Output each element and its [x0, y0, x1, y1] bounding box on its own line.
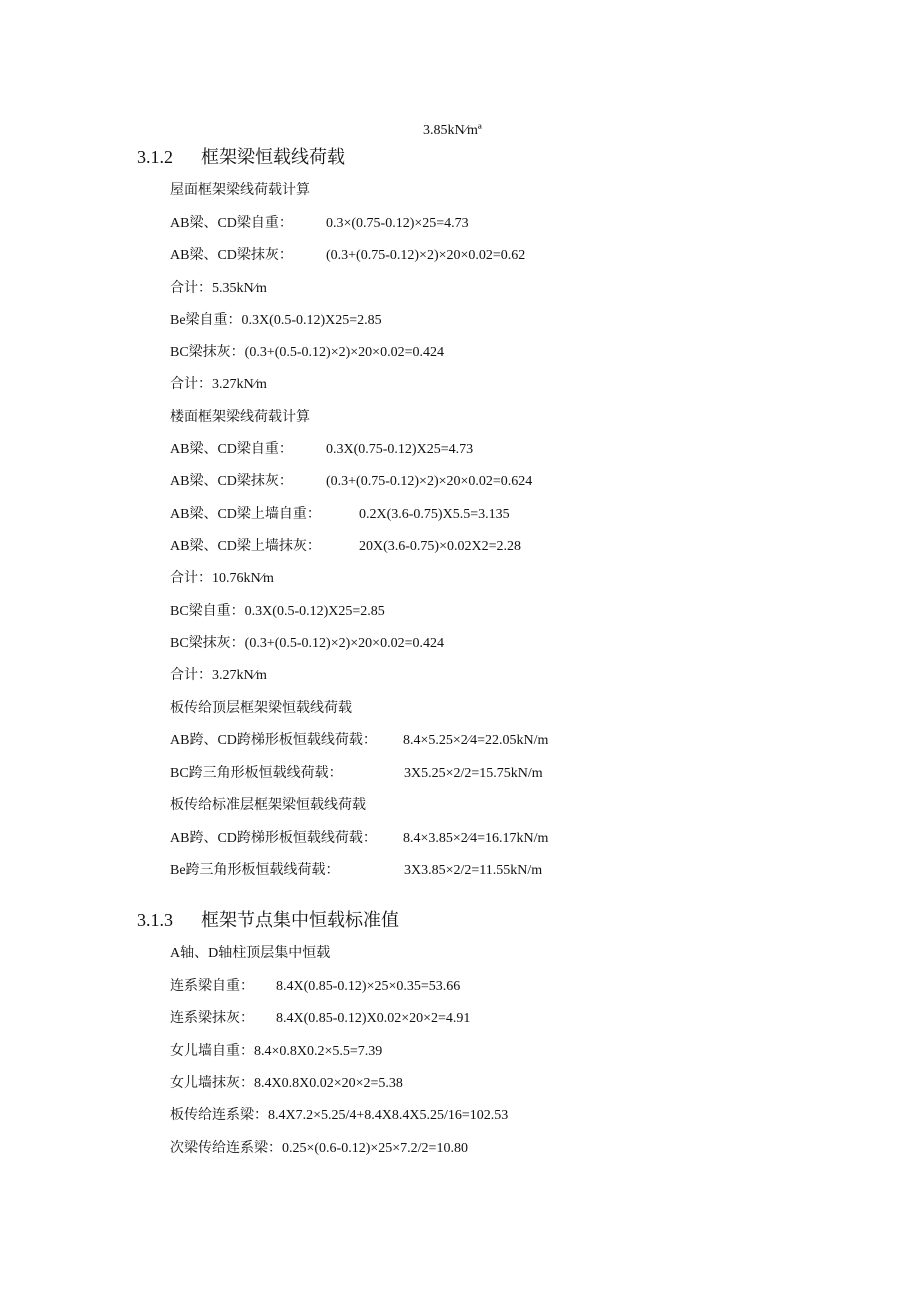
section-heading-3-1-3 [137, 908, 399, 932]
top-value: 3.85kN⁄mª [423, 123, 482, 138]
text-line [170, 408, 310, 428]
line-label: 合计：10.76kN⁄m [170, 571, 274, 586]
line-label: 连系梁抹灰： [170, 1011, 254, 1026]
text-line [170, 311, 382, 331]
line-label: 女儿墙自重：8.4×0.8X0.2×5.5=7.39 [170, 1044, 383, 1059]
line-value: 8.4×3.85×2⁄4=16.17kN/m [403, 831, 549, 846]
text-line [170, 569, 274, 589]
section-number: 3.1.3 [137, 910, 173, 930]
text-line [170, 440, 473, 460]
section-title: 框架梁恒载线荷载 [201, 147, 345, 167]
line-label: AB梁、CD梁自重： [170, 216, 293, 231]
text-line [170, 375, 267, 395]
text-line [170, 764, 543, 784]
section-title: 框架节点集中恒载标准值 [201, 910, 399, 930]
line-label: BC跨三角形板恒载线荷载： [170, 766, 343, 781]
line-label: Be跨三角形板恒载线荷载： [170, 863, 340, 878]
text-line [170, 944, 330, 964]
section-number: 3.1.2 [137, 147, 173, 167]
line-label: A轴、D轴柱顶层集中恒载 [170, 946, 331, 961]
text-line [170, 1042, 382, 1062]
text-line [170, 279, 267, 299]
text-line [170, 181, 310, 201]
line-label: 板传给顶层框架梁恒载线荷载 [170, 701, 352, 716]
line-label: 合计：3.27kN⁄m [170, 377, 267, 392]
line-label: AB跨、CD跨梯形板恒载线荷载： [170, 733, 377, 748]
line-label: 楼面框架梁线荷载计算 [170, 410, 310, 425]
line-label: 板传给标准层框架梁恒载线荷载 [170, 798, 366, 813]
line-value: 0.2X(3.6-0.75)X5.5=3.135 [359, 507, 510, 522]
line-label: AB梁、CD梁自重： [170, 442, 293, 457]
line-label: 板传给连系梁：8.4X7.2×5.25/4+8.4X8.4X5.25/16=102.53 [170, 1108, 509, 1123]
line-value: (0.3+(0.75-0.12)×2)×20×0.02=0.62 [326, 248, 526, 263]
line-label: AB梁、CD梁抹灰： [170, 474, 293, 489]
line-value: 8.4×5.25×2⁄4=22.05kN/m [403, 733, 549, 748]
line-label: 合计：3.27kN⁄m [170, 668, 267, 683]
line-label: AB跨、CD跨梯形板恒载线荷载： [170, 831, 377, 846]
line-label: 女儿墙抹灰：8.4X0.8X0.02×20×2=5.38 [170, 1076, 403, 1091]
text-line [170, 731, 548, 751]
text-line [170, 699, 352, 719]
text-line [170, 505, 510, 525]
text-line [170, 861, 542, 881]
text-line [170, 343, 444, 363]
text-line [170, 829, 548, 849]
text-line [170, 602, 385, 622]
line-value: 3X5.25×2/2=15.75kN/m [404, 766, 543, 781]
line-label: BC梁自重：0.3X(0.5-0.12)X25=2.85 [170, 604, 385, 619]
text-line [170, 977, 460, 997]
text-line [170, 1139, 468, 1159]
text-line [170, 214, 469, 234]
line-value: 20X(3.6-0.75)×0.02X2=2.28 [359, 539, 521, 554]
text-line [170, 1074, 403, 1094]
line-label: 连系梁自重： [170, 979, 254, 994]
line-label: Be梁自重：0.3X(0.5-0.12)X25=2.85 [170, 313, 382, 328]
line-label: 屋面框架梁线荷载计算 [170, 183, 310, 198]
line-label: 合计：5.35kN⁄m [170, 281, 267, 296]
line-value: 3X3.85×2/2=11.55kN/m [404, 863, 543, 878]
line-value: 0.3X(0.75-0.12)X25=4.73 [326, 442, 474, 457]
line-label: 次梁传给连系梁：0.25×(0.6-0.12)×25×7.2/2=10.80 [170, 1141, 468, 1156]
text-line [170, 634, 444, 654]
text-line [170, 1106, 508, 1126]
text-line [170, 796, 366, 816]
text-line [170, 246, 525, 266]
text-line [170, 537, 521, 557]
line-value: 8.4X(0.85-0.12)×25×0.35=53.66 [276, 979, 461, 994]
line-label: AB梁、CD梁上墙自重： [170, 507, 321, 522]
line-value: 8.4X(0.85-0.12)X0.02×20×2=4.91 [276, 1011, 471, 1026]
line-label: AB梁、CD梁抹灰： [170, 248, 293, 263]
line-value: (0.3+(0.75-0.12)×2)×20×0.02=0.624 [326, 474, 533, 489]
line-label: AB梁、CD梁上墙抹灰： [170, 539, 321, 554]
section-heading-3-1-2 [137, 145, 345, 169]
text-line [170, 666, 267, 686]
text-line [170, 1009, 470, 1029]
line-value: 0.3×(0.75-0.12)×25=4.73 [326, 216, 469, 231]
line-label: BC梁抹灰：(0.3+(0.5-0.12)×2)×20×0.02=0.424 [170, 345, 444, 360]
line-label: BC梁抹灰：(0.3+(0.5-0.12)×2)×20×0.02=0.424 [170, 636, 444, 651]
text-line [170, 472, 532, 492]
